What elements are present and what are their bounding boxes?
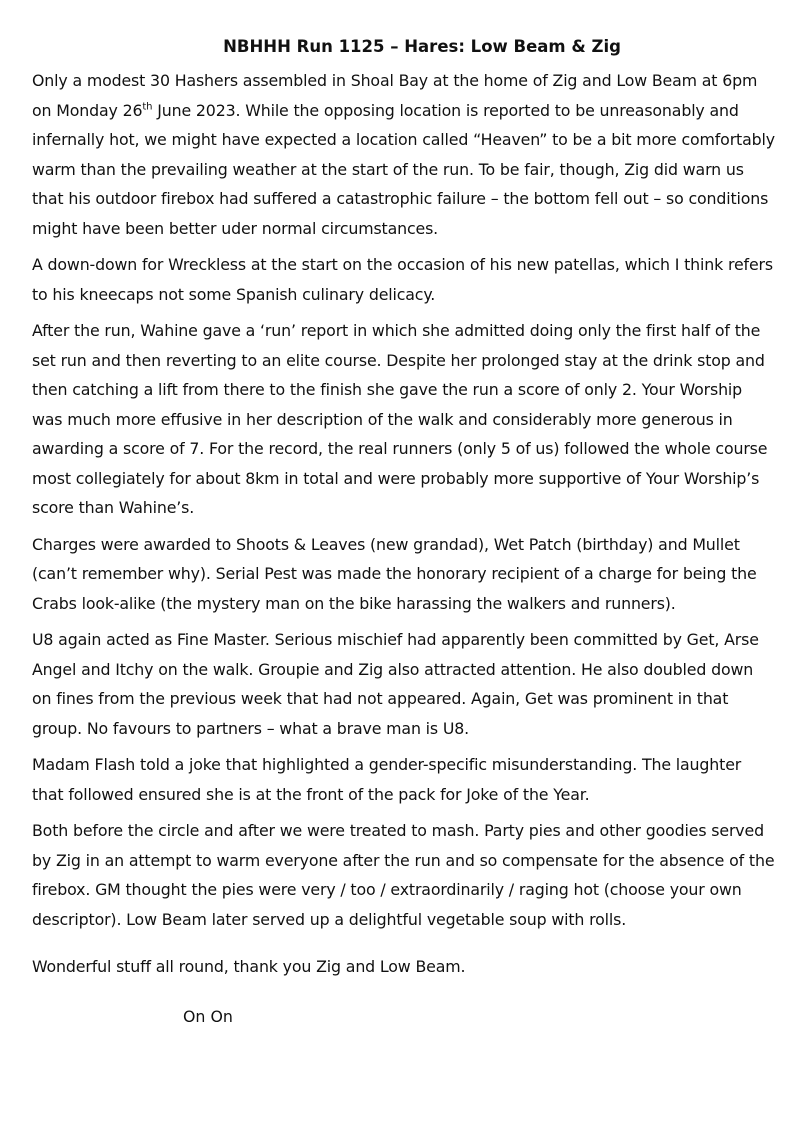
signoff: On On — [183, 1006, 233, 1026]
paragraph-food: Both before the circle and after we were treated to mash. Party pies and other goodies served by Zig in an attempt to warm everyone after the run and so compensate for the absence of the firebox. GM thought the pies were very / too / extraordinarily / raging hot (choose your own descriptor). Low Beam later served up a delightful vegetable soup with rolls. — [32, 821, 775, 929]
paragraph-joke: Madam Flash told a joke that highlighted a gender-specific misunderstanding. The laughter that followed ensured she is at the front of the pack for Joke of the Year. — [32, 755, 742, 804]
closing-line: Wonderful stuff all round, thank you Zig and Low Beam. — [32, 957, 466, 976]
paragraph-fine-master: U8 again acted as Fine Master. Serious mischief had apparently been committed by Get, Arse Angel and Itchy on the walk. Groupie and Zig also attracted attention. He also doubled down on fines from the previous week that had not appeared. Again, Get was prominent in that group. No favours to partners – what a brave man is U8. — [32, 630, 759, 738]
intro-text-end: June 2023. While the opposing location is reported to be unreasonably and infernally hot, we might have expected a location called “Heaven” to be a bit more comfortably warm than the prevailing weather at the start of the run. To be fair, though, Zig did warn us that his outdoor firebox had suffered a catastrophic failure – the bottom fell out – so conditions might have been better uder normal circumstances. — [32, 100, 775, 238]
intro-paragraph — [32, 66, 776, 243]
paragraph-charges: Charges were awarded to Shoots & Leaves (new grandad), Wet Patch (birthday) and Mullet (can’t remember why). Serial Pest was made the honorary recipient of a charge for being the Crabs look-alike (the mystery man on the bike harassing the walkers and runners). — [32, 534, 757, 613]
document-page — [32, 34, 776, 1031]
paragraph-run-report: After the run, Wahine gave a ‘run’ report in which she admitted doing only the first half of the set run and then reverting to an elite course. Despite her prolonged stay at the drink stop and then catching a lift from there to the finish she gave the run a score of only 2. Your Worship was much more effusive in her description of the walk and considerably more generous in awarding a score of 7. For the record, the real runners (only 5 of us) followed the whole course most collegiately for about 8km in total and were probably more supportive of Your Worship’s score than Wahine’s. — [32, 321, 768, 517]
paragraph-down-down: A down-down for Wreckless at the start on the occasion of his new patellas, which I think refers to his kneecaps not some Spanish culinary delicacy. — [32, 255, 773, 304]
intro-text-start: Only a modest 30 Hashers assembled in Shoal Bay at the home of Zig and Low Beam at 6pm on Monday 26 — [32, 71, 758, 120]
date-ordinal-suffix: th — [142, 101, 153, 113]
page-title: NBHHH Run 1125 – Hares: Low Beam & Zig — [223, 37, 621, 56]
